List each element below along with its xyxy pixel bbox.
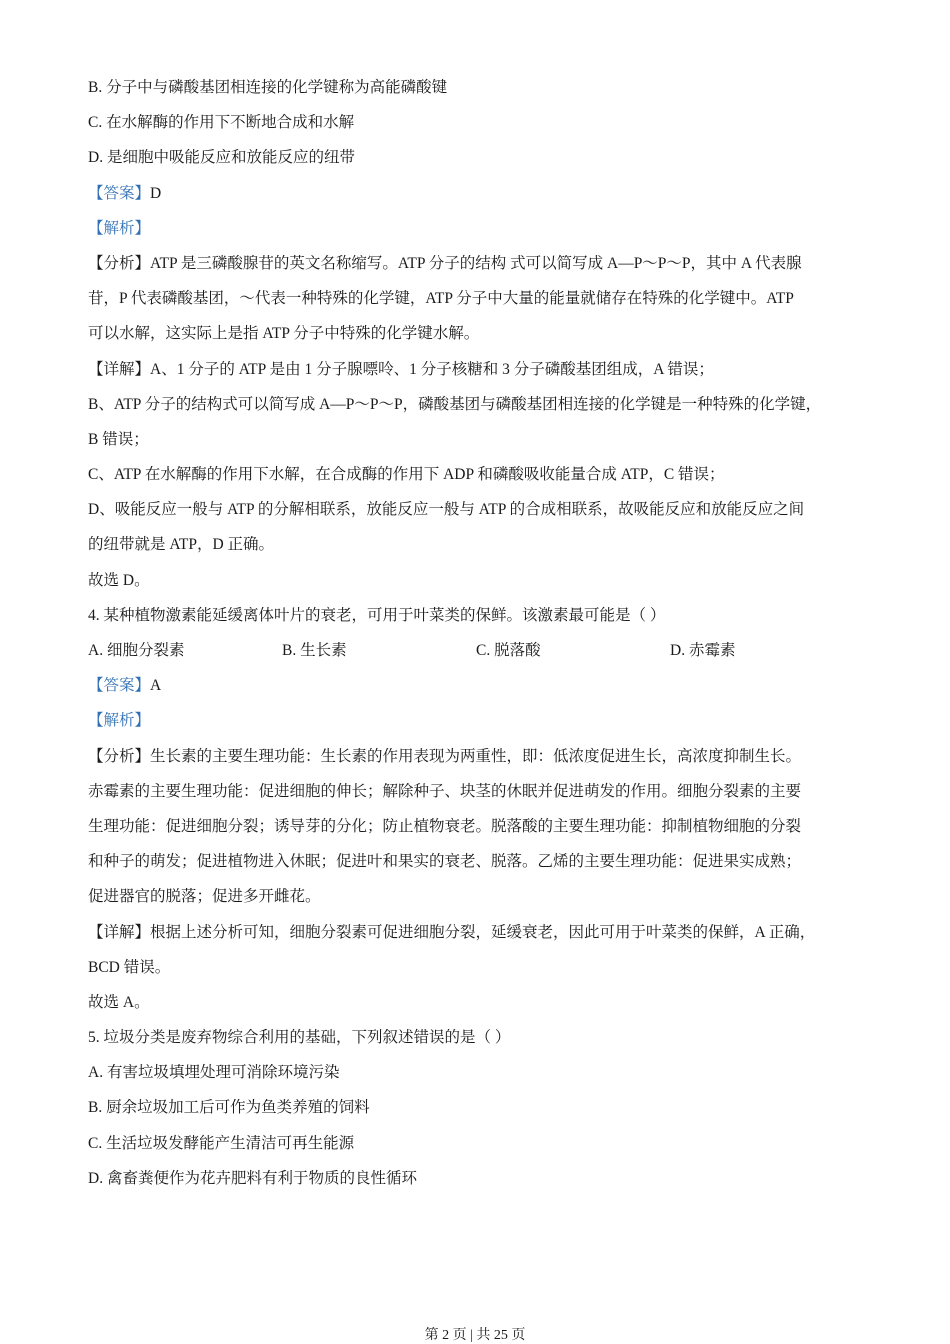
q4-fenxi-line: 赤霉素的主要生理功能：促进细胞的伸长；解除种子、块茎的休眠并促进萌发的作用。细胞分裂素的主要 [88,782,802,800]
q4-xiangjie-line: BCD 错误。 [88,958,171,976]
q4-stem: 4. 某种植物激素能延缓离体叶片的衰老，可用于叶菜类的保鲜。该激素最可能是（ ） [88,606,666,624]
q4-jiexi-label: 【解析】 [88,712,151,730]
q4-options [88,633,874,668]
q3-fenxi: 【分析】ATP 是三磷酸腺苷的英文名称缩写。ATP 分子的结构 式可以简写成 A—P～P～P，其中 A 代表腺 [88,254,802,272]
q4-answer [88,668,874,703]
q5-option-d: D. 禽畜粪便作为花卉肥料有利于物质的良性循环 [88,1169,417,1187]
fenxi-label: 【分析】 [88,747,151,765]
answer-value: D [150,184,162,202]
xiangjie-label: 【详解】 [88,360,151,378]
q5-option-b: B. 厨余垃圾加工后可作为鱼类养殖的饲料 [88,1099,370,1117]
page-footer: 第 2 页 | 共 25 页 [424,1328,526,1343]
q3-xiangjie-line: D、吸能反应一般与 ATP 的分解相联系，放能反应一般与 ATP 的合成相联系，故吸能反应和放能反应之间 [88,501,805,519]
q3-xiangjie-line: B、ATP 分子的结构式可以简写成 A—P～P～P，磷酸基团与磷酸基团相连接的化学键是一种特殊的化学键， [88,395,822,413]
q4-fenxi-line: 促进器官的脱落；促进多开雌花。 [88,888,321,906]
q3-option-d: D. 是细胞中吸能反应和放能反应的纽带 [88,149,355,167]
q5-stem: 5. 垃圾分类是废弃物综合利用的基础，下列叙述错误的是（ ） [88,1029,511,1047]
answer-label: 【答案】 [88,184,151,202]
q3-conclusion: 故选 D。 [88,571,150,589]
q5-option-c: C. 生活垃圾发酵能产生清洁可再生能源 [88,1134,355,1152]
q3-jiexi-label: 【解析】 [88,219,151,237]
q4-option-a: A. 细胞分裂素 [88,642,185,659]
q3-xiangjie-line: C、ATP 在水解酶的作用下水解，在合成酶的作用下 ADP 和磷酸吸收能量合成 ATP，C 错误； [88,466,725,484]
q4-xiangjie: 【详解】根据上述分析可知，细胞分裂素可促进细胞分裂，延缓衰老，因此可用于叶菜类的保鲜，A 正确， [88,923,816,941]
answer-label: 【答案】 [88,677,151,695]
document-page [88,70,874,1196]
q4-option-c: C. 脱落酸 [476,642,541,659]
answer-value: A [150,677,162,695]
q3-option-c: C. 在水解酶的作用下不断地合成和水解 [88,114,355,132]
q3-xiangjie-line: B 错误； [88,430,149,448]
q4-fenxi-line: 生理功能：促进细胞分裂；诱导芽的分化；防止植物衰老。脱落酸的主要生理功能：抑制植物细胞的分裂 [88,817,802,835]
q3-fenxi-line: 可以水解，这实际上是指 ATP 分子中特殊的化学键水解。 [88,325,480,343]
q3-fenxi-line: 苷，P 代表磷酸基团，～代表一种特殊的化学键，ATP 分子中大量的能量就储存在特殊的化学键中。ATP [88,290,794,308]
q4-fenxi: 【分析】生长素的主要生理功能：生长素的作用表现为两重性，即：低浓度促进生长，高浓度抑制生长。 [88,747,802,765]
q5-option-a: A. 有害垃圾填埋处理可消除环境污染 [88,1064,340,1082]
q3-xiangjie: 【详解】A、1 分子的 ATP 是由 1 分子腺嘌呤、1 分子核糖和 3 分子磷酸基团组成，A 错误； [88,360,714,378]
fenxi-label: 【分析】 [88,254,151,272]
q4-fenxi-line: 和种子的萌发；促进植物进入休眠；促进叶和果实的衰老、脱落。乙烯的主要生理功能：促进果实成熟； [88,853,802,871]
q3-option-b: B. 分子中与磷酸基团相连接的化学键称为高能磷酸键 [88,79,448,96]
q4-option-d: D. 赤霉素 [670,642,736,659]
xiangjie-label: 【详解】 [88,923,151,941]
q3-xiangjie-line: 的纽带就是 ATP，D 正确。 [88,536,275,554]
q3-answer [88,176,874,211]
q4-option-b: B. 生长素 [282,642,347,659]
q4-conclusion: 故选 A。 [88,993,150,1011]
